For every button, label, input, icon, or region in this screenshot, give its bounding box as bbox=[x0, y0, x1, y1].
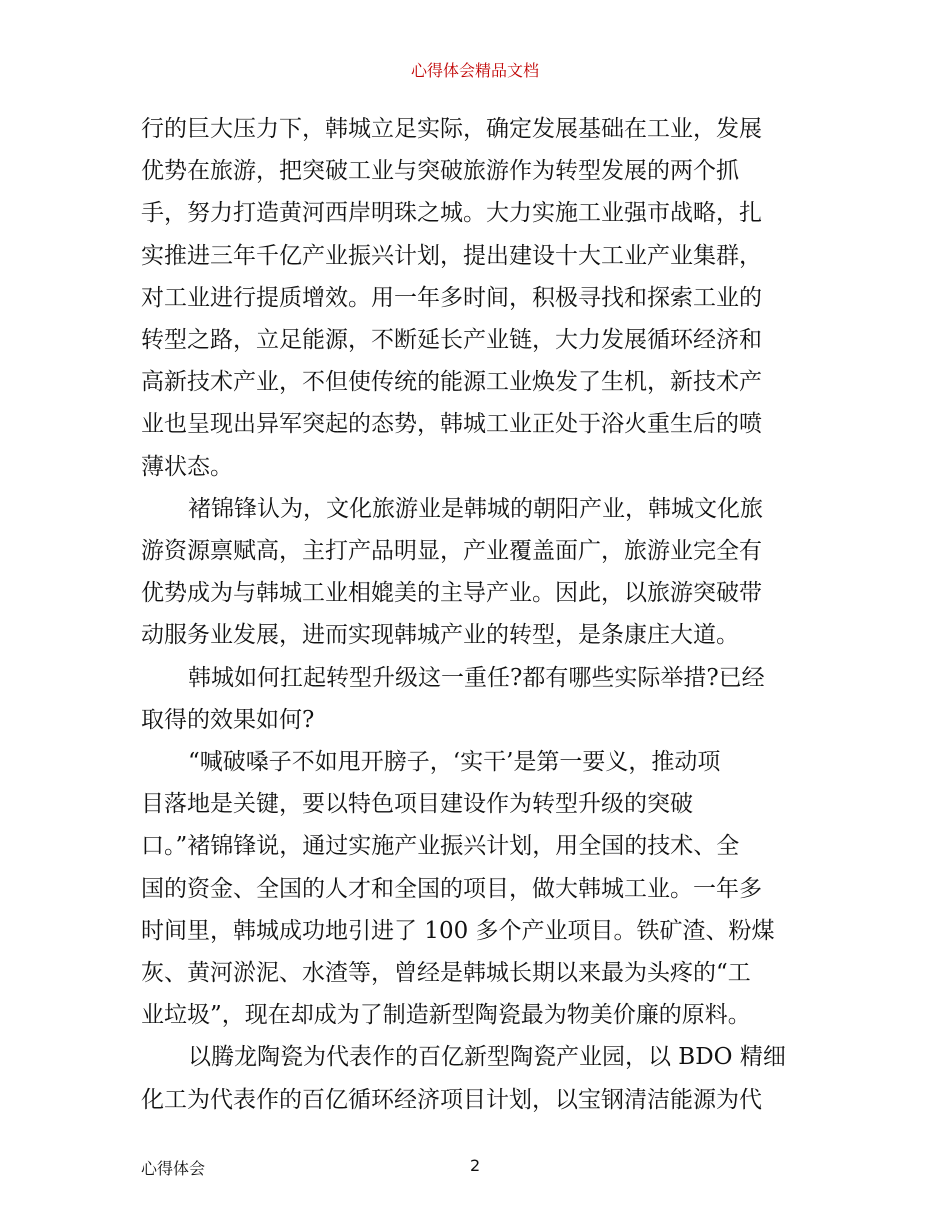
text-line: 业也呈现出异军突起的态势，韩城工业正处于浴火重生后的喷 bbox=[141, 411, 762, 438]
text-line: 动服务业发展，进而实现韩城产业的转型，是条康庄大道。 bbox=[141, 622, 739, 649]
text-line: 以腾龙陶瓷为代表作的百亿新型陶瓷产业园，以 BDO 精细 bbox=[188, 1044, 786, 1071]
text-line: 行的巨大压力下，韩城立足实际，确定发展基础在工业，发展 bbox=[141, 116, 762, 142]
text-line: “喊破嗓子不如甩开膀子，‘实干’是第一要义，推动项 bbox=[188, 749, 721, 776]
text-line: 口。”褚锦锋说，通过实施产业振兴计划，用全国的技术、全 bbox=[141, 833, 740, 860]
footer-label: 心得体会 bbox=[141, 1159, 206, 1178]
text-line: 目落地是关键，要以特色项目建设作为转型升级的突破 bbox=[141, 791, 693, 818]
page-header-title: 心得体会精品文档 bbox=[410, 61, 539, 80]
page-number: 2 bbox=[470, 1156, 481, 1175]
text-line: 韩城如何扛起转型升级这一重任?都有哪些实际举措?已经 bbox=[188, 664, 765, 691]
text-line: 薄状态。 bbox=[141, 453, 233, 480]
text-line: 游资源禀赋高，主打产品明显，产业覆盖面广，旅游业完全有 bbox=[141, 538, 762, 565]
text-line: 优势在旅游，把突破工业与突破旅游作为转型发展的两个抓 bbox=[141, 158, 739, 185]
text-line: 手，努力打造黄河西岸明珠之城。大力实施工业强市战略，扎 bbox=[141, 200, 762, 227]
text-line: 高新技术产业，不但使传统的能源工业焕发了生机，新技术产 bbox=[141, 369, 762, 396]
text-line: 国的资金、全国的人才和全国的项目，做大韩城工业。一年多 bbox=[141, 875, 762, 902]
text-line: 取得的效果如何? bbox=[141, 706, 315, 733]
body-text bbox=[141, 108, 811, 1121]
text-line: 化工为代表作的百亿循环经济项目计划，以宝钢清洁能源为代 bbox=[141, 1086, 762, 1113]
text-line: 实推进三年千亿产业振兴计划，提出建设十大工业产业集群， bbox=[141, 242, 762, 269]
text-line: 对工业进行提质增效。用一年多时间，积极寻找和探索工业的 bbox=[141, 284, 762, 311]
text-line: 时间里，韩城成功地引进了 100 多个产业项目。铁矿渣、粉煤 bbox=[141, 917, 775, 944]
text-line: 褚锦锋认为，文化旅游业是韩城的朝阳产业，韩城文化旅 bbox=[188, 495, 763, 522]
text-line: 转型之路，立足能源，不断延长产业链，大力发展循环经济和 bbox=[141, 327, 762, 354]
text-line: 业垃圾”，现在却成为了制造新型陶瓷最为物美价廉的原料。 bbox=[141, 1002, 751, 1029]
text-line: 优势成为与韩城工业相媲美的主导产业。因此，以旅游突破带 bbox=[141, 580, 762, 607]
text-line: 灰、黄河淤泥、水渣等，曾经是韩城长期以来最为头疼的“工 bbox=[141, 960, 751, 987]
